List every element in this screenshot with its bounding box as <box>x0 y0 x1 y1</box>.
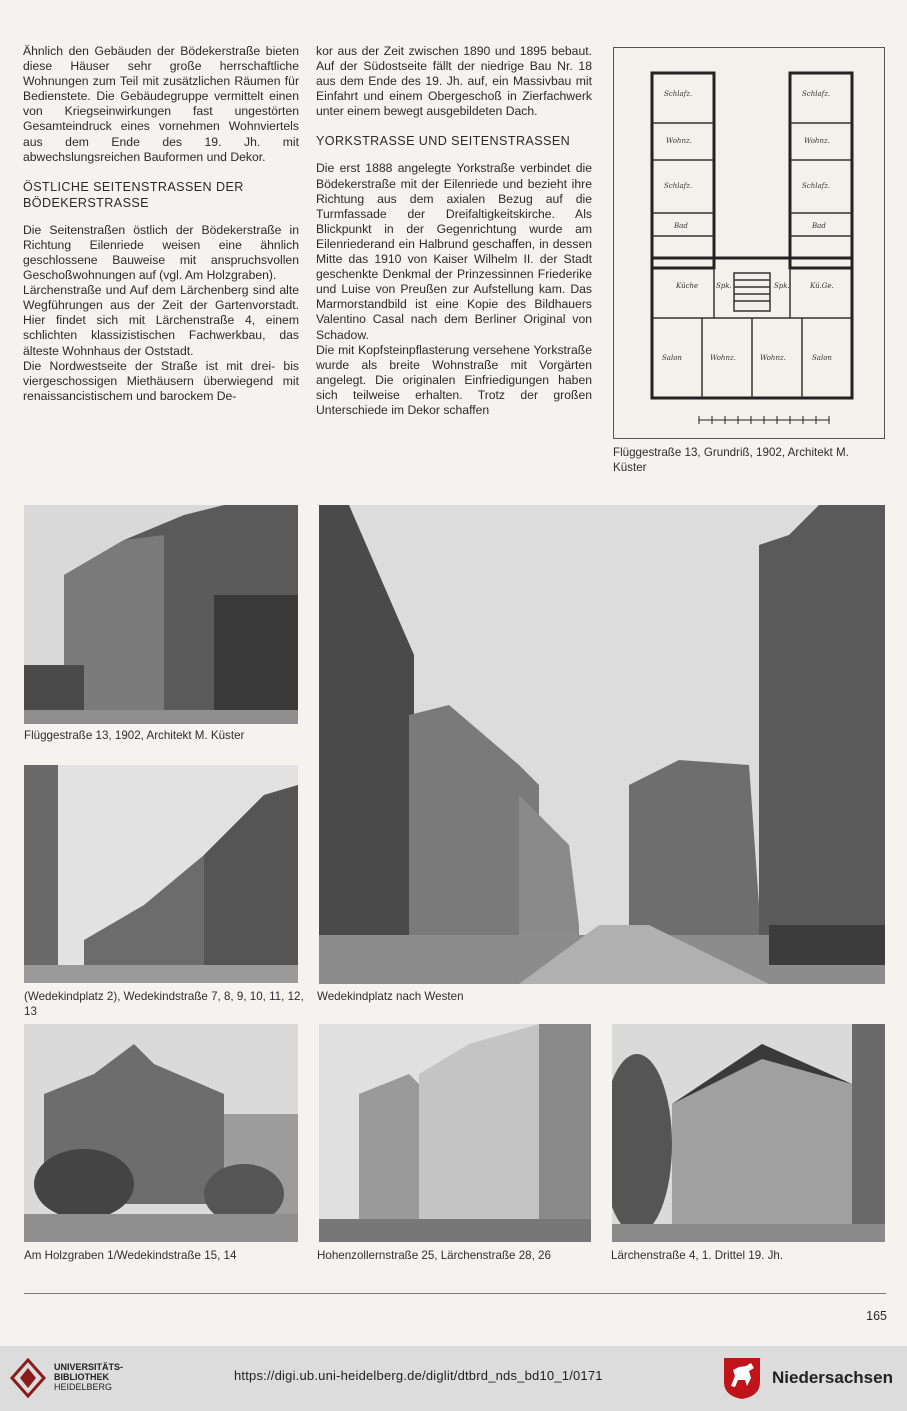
paragraph: Die mit Kopfsteinpflasterung versehene Yorkstraße wurde als breite Wohnstraße mit Vorgärten angelegt. Die originalen Einfriedigungen haben sich teilweise erhalten. Trotz der großen Unterschiede im Dekor schaffen <box>316 342 592 417</box>
horse-crest-icon <box>722 1356 762 1400</box>
divider <box>24 1293 886 1294</box>
state-logo[interactable] <box>722 1354 902 1402</box>
section-heading: ÖSTLICHE SEITENSTRASSEN DER BÖDEKERSTRASSE <box>23 179 244 210</box>
library-logo[interactable] <box>10 1356 180 1401</box>
photo-caption: Am Holzgraben 1/Wedekindstraße 15, 14 <box>24 1249 237 1262</box>
photo-flueggestrasse <box>24 505 298 724</box>
section-heading: YORKSTRASSE UND SEITENSTRASSEN <box>316 134 571 149</box>
room-label: Küche <box>676 282 699 290</box>
photo-caption: Flüggestraße 13, 1902, Architekt M. Küster <box>24 729 245 742</box>
text-column-middle <box>316 44 592 418</box>
library-name-line: HEIDELBERG <box>54 1382 113 1392</box>
room-label: Kü.Ge. <box>810 282 834 290</box>
room-label: Wohnz. <box>760 354 786 362</box>
room-label: Schlafz. <box>802 182 831 190</box>
paragraph: kor aus der Zeit zwischen 1890 und 1895 bebaut. Auf der Südostseite fällt der niedrige Bau Nr. 18 aus dem Ende des 19. Jh. auf, ein Massivbau mit Einfahrt und einem Obergeschoß in Zierfachwerk unter einem bewegt ausgebildeten Dach. <box>316 44 592 119</box>
library-seal-icon <box>10 1358 46 1398</box>
room-label: Salon <box>662 354 682 362</box>
photo-wedekindplatz <box>319 505 885 984</box>
photo-wedekindstrasse <box>24 765 298 983</box>
room-label: Schlafz. <box>664 182 693 190</box>
room-label: Bad <box>812 222 826 230</box>
document-url[interactable]: https://digi.ub.uni-heidelberg.de/diglit/dtbrd_nds_bd10_1/0171 <box>234 1368 603 1383</box>
library-name <box>54 1362 123 1392</box>
plan-caption: Flüggestraße 13, Grundriß, 1902, Architekt M. Küster <box>613 446 849 474</box>
photo-caption: Lärchenstraße 4, 1. Drittel 19. Jh. <box>611 1249 784 1262</box>
room-label: Wohnz. <box>666 137 692 145</box>
room-label: Salon <box>812 354 832 362</box>
photo-am-holzgraben <box>24 1024 298 1242</box>
room-label: Spk. <box>716 282 732 290</box>
room-label: Spk. <box>774 282 790 290</box>
page-number: 165 <box>866 1309 887 1323</box>
state-name: Niedersachsen <box>772 1368 893 1387</box>
room-label: Bad <box>674 222 688 230</box>
photo-caption: Wedekindplatz nach Westen <box>317 990 464 1003</box>
room-label: Wohnz. <box>804 137 830 145</box>
paragraph: Ähnlich den Gebäuden der Bödekerstraße bieten diese Häuser sehr große herrschaftliche Wohnungen zum Teil mit zusätzlichen Räumen für Bedienstete. Die Gebäudegruppe vermittelt einen von Kriegseinwirkungen fast ungestörten Gesamteindruck eines vornehmen Wohnviertels aus dem Ende des 19. Jh. mit abwechslungsreichen Bauformen und Dekor. <box>23 44 299 164</box>
paragraph: Die Nordwestseite der Straße ist mit drei- bis viergeschossigen Miethäusern überwiegend mit renaissancistischem und barockem De- <box>23 358 299 403</box>
paragraph: Die Seitenstraßen östlich der Bödekerstraße in Richtung Eilenriede weisen eine ähnlich geschlossene Bauweise mit anspruchsvollen Geschoßwohnungen auf (vgl. Am Holzgraben). <box>23 222 299 283</box>
library-name-line: UNIVERSITÄTS- <box>54 1362 124 1372</box>
photo-hohenzollernstrasse <box>319 1024 591 1242</box>
paragraph: Lärchenstraße und Auf dem Lärchenberg sind alte Wegführungen aus der Zeit der Gartenvorstadt. Hier findet sich mit Lärchenstraße 4, einem schlichten klassizistischen Fachwerkbau, das älteste Wohnhaus der Oststadt. <box>23 283 299 358</box>
library-name-line: BIBLIOTHEK <box>54 1372 109 1382</box>
room-label: Schlafz. <box>664 90 693 98</box>
paragraph: Die erst 1888 angelegte Yorkstraße verbindet die Bödekerstraße mit der Eilenriede und bezieht ihre Richtung aus dem axialen Bezug auf die Turmfassade der Dreifaltigkeitskirche. Als Blickpunkt in der Gegenrichtung wurde am Eilenriederand ein Halbrund geschaffen, in dessen Mitte das 1910 von Kaiser Wilhelm II. der Stadt geschenkte Denkmal der Prinzessinnen Friederike und Luise von Preußen zur Aufstellung kam. Das Marmorstandbild ist eine Kopie des Bildhauers Valentino Casal nach dem Berliner Original von Schadow. <box>316 161 592 342</box>
photo-laerchenstrasse <box>612 1024 885 1242</box>
photo-caption: Hohenzollernstraße 25, Lärchenstraße 28, 26 <box>317 1249 551 1262</box>
room-label: Wohnz. <box>710 354 736 362</box>
footer-bar <box>0 1346 907 1411</box>
photo-caption: (Wedekindplatz 2), Wedekindstraße 7, 8, 9, 10, 11, 12, 13 <box>24 990 304 1018</box>
room-label: Schlafz. <box>802 90 831 98</box>
floor-plan <box>613 47 885 439</box>
text-column-left <box>23 44 299 404</box>
